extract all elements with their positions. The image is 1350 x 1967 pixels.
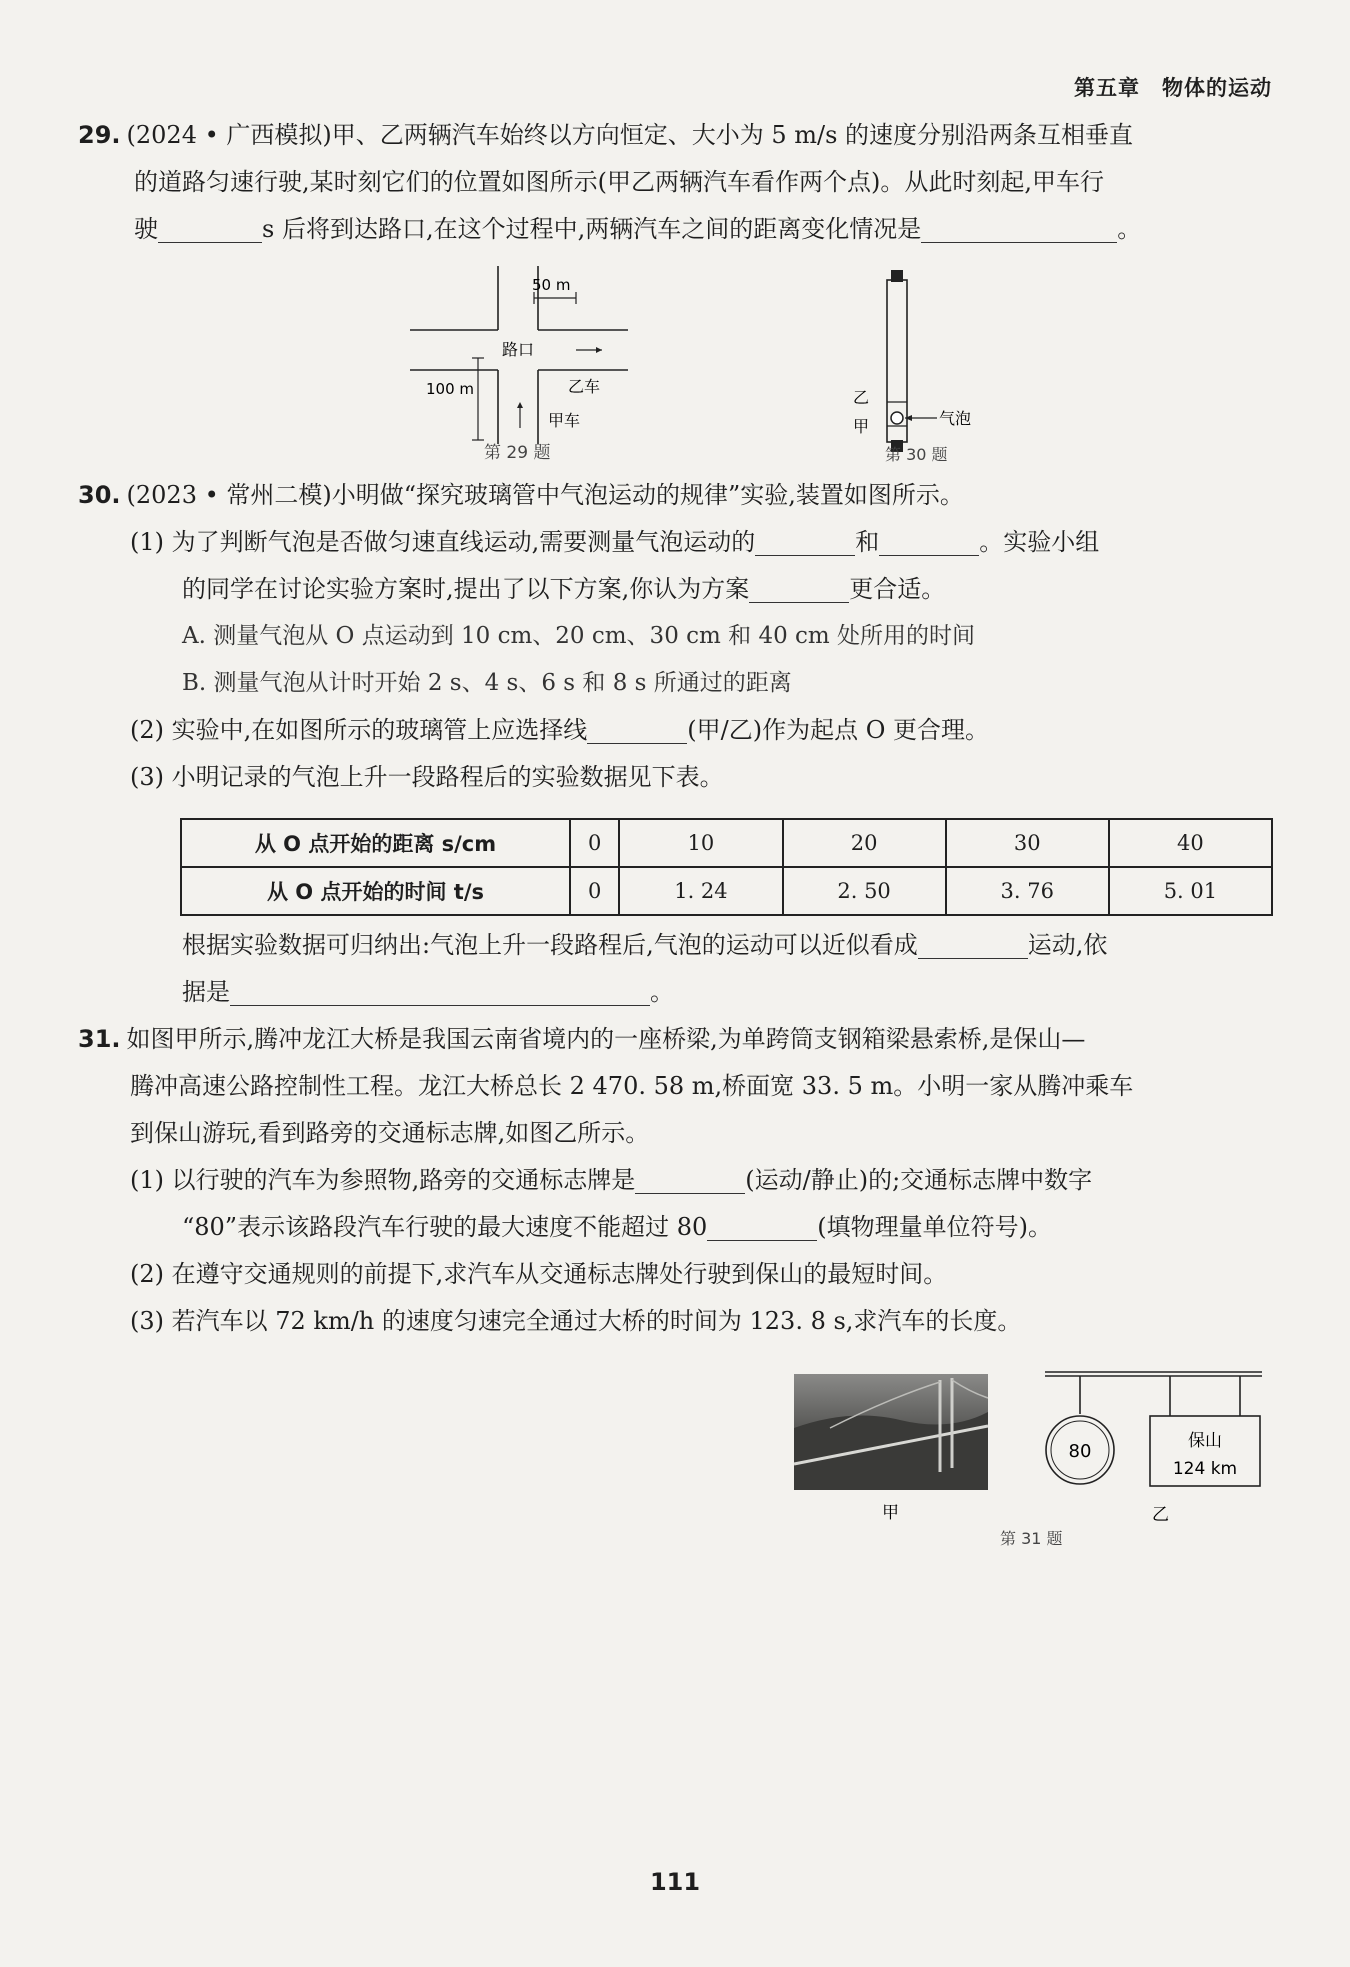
answer-blank[interactable] bbox=[158, 212, 262, 243]
table-row bbox=[181, 819, 1272, 867]
q30-conclusion-d: 。 bbox=[650, 978, 674, 1006]
option-b: B. 测量气泡从计时开始 2 s、4 s、6 s 和 8 s 所通过的距离 bbox=[182, 670, 792, 696]
row-label-time: 从 O 点开始的时间 t/s bbox=[181, 867, 570, 915]
chapter-number: 第五章 bbox=[1074, 76, 1140, 100]
bridge-photo bbox=[794, 1374, 988, 1490]
crossing-label: 路口 bbox=[502, 340, 535, 359]
row-label-distance: 从 O 点开始的距离 s/cm bbox=[181, 819, 570, 867]
table-row bbox=[181, 867, 1272, 915]
answer-blank[interactable] bbox=[587, 713, 687, 744]
destination-distance: 124 km bbox=[1172, 1459, 1238, 1479]
q30-part1c: 。实验小组 bbox=[979, 528, 1100, 556]
distance-label-100m: 100 m bbox=[426, 380, 475, 398]
car-b-label: 乙车 bbox=[568, 377, 601, 396]
line-jia-label: 甲 bbox=[853, 417, 870, 436]
bubble-data-table bbox=[180, 818, 1273, 916]
q29-line-3a: 驶 bbox=[134, 215, 158, 243]
question-29 bbox=[78, 112, 1272, 253]
question-number: 31. bbox=[78, 1025, 121, 1053]
question-30-conclusion bbox=[78, 922, 1272, 1016]
table-cell: 20 bbox=[783, 819, 946, 867]
q31-part1b: (运动/静止)的;交通标志牌中数字 bbox=[745, 1166, 1093, 1194]
q30-conclusion-c: 据是 bbox=[182, 978, 230, 1006]
table-cell: 30 bbox=[946, 819, 1109, 867]
figure-label-jia: 甲 bbox=[882, 1503, 899, 1523]
table-cell: 40 bbox=[1109, 819, 1272, 867]
q31-line-3: 到保山游玩,看到路旁的交通标志牌,如图乙所示。 bbox=[130, 1119, 650, 1147]
q30-part3: (3) 小明记录的气泡上升一段路程后的实验数据见下表。 bbox=[130, 763, 724, 791]
answer-blank[interactable] bbox=[879, 525, 979, 556]
table-cell: 0 bbox=[570, 867, 619, 915]
line-yi-label: 乙 bbox=[853, 388, 870, 407]
q30-conclusion-b: 运动,依 bbox=[1027, 931, 1108, 959]
figure-31-caption: 第 31 题 bbox=[1000, 1529, 1063, 1548]
destination-name: 保山 bbox=[1188, 1431, 1222, 1451]
table-cell: 5. 01 bbox=[1109, 867, 1272, 915]
q31-line-2: 腾冲高速公路控制性工程。龙江大桥总长 2 470. 58 m,桥面宽 33. 5 m。小明一家从腾冲乘车 bbox=[130, 1072, 1134, 1100]
answer-blank[interactable] bbox=[749, 572, 849, 603]
distance-label-50m: 50 m bbox=[532, 276, 571, 294]
q30-part1d: 的同学在讨论实验方案时,提出了以下方案,你认为方案 bbox=[182, 575, 750, 603]
table-cell: 2. 50 bbox=[783, 867, 946, 915]
answer-blank[interactable] bbox=[755, 525, 855, 556]
table-cell: 3. 76 bbox=[946, 867, 1109, 915]
figure-label-yi: 乙 bbox=[1152, 1505, 1169, 1525]
speed-limit-sign: 80 bbox=[1068, 1441, 1092, 1462]
q29-line-2: 的道路匀速行驶,某时刻它们的位置如图所示(甲乙两辆汽车看作两个点)。从此时刻起,甲车行 bbox=[134, 168, 1104, 196]
q31-part1a: (1) 以行驶的汽车为参照物,路旁的交通标志牌是 bbox=[130, 1166, 636, 1194]
q30-part2b: (甲/乙)作为起点 O 更合理。 bbox=[687, 716, 990, 744]
figure-30-glass-tube bbox=[845, 266, 1015, 468]
q30-part1e: 更合适。 bbox=[849, 575, 946, 603]
bubble-label: 气泡 bbox=[939, 409, 972, 428]
chapter-header bbox=[1074, 72, 1272, 102]
car-a-label: 甲车 bbox=[548, 411, 581, 430]
answer-blank[interactable] bbox=[707, 1210, 817, 1241]
q30-part2a: (2) 实验中,在如图所示的玻璃管上应选择线 bbox=[130, 716, 588, 744]
q29-line-3c: 。 bbox=[1117, 215, 1142, 243]
chapter-title: 物体的运动 bbox=[1162, 76, 1272, 100]
q31-part1c: “80”表示该路段汽车行驶的最大速度不能超过 80 bbox=[182, 1213, 708, 1241]
answer-blank[interactable] bbox=[635, 1163, 745, 1194]
figure-29-caption: 第 29 题 bbox=[484, 443, 551, 463]
q30-conclusion-a: 根据实验数据可归纳出:气泡上升一段路程后,气泡的运动可以近似看成 bbox=[182, 931, 918, 959]
q29-line-1: (2024 • 广西模拟)甲、乙两辆汽车始终以方向恒定、大小为 5 m/s 的速度分别沿两条互相垂直 bbox=[126, 121, 1134, 149]
question-number: 30. bbox=[78, 481, 121, 509]
answer-blank[interactable] bbox=[918, 928, 1028, 959]
option-a: A. 测量气泡从 O 点运动到 10 cm、20 cm、30 cm 和 40 cm 处所用的时间 bbox=[182, 623, 976, 649]
q31-part3: (3) 若汽车以 72 km/h 的速度匀速完全通过大桥的时间为 123. 8 s,求汽车的长度。 bbox=[130, 1307, 1022, 1335]
q31-part1d: (填物理量单位符号)。 bbox=[817, 1213, 1052, 1241]
table-cell: 1. 24 bbox=[619, 867, 782, 915]
question-30 bbox=[78, 472, 1272, 801]
q30-part1b: 和 bbox=[855, 528, 880, 556]
figure-29-intersection bbox=[400, 258, 640, 468]
q29-line-3b: s 后将到达路口,在这个过程中,两辆汽车之间的距离变化情况是 bbox=[262, 215, 922, 243]
figure-30-caption: 第 30 题 bbox=[885, 445, 948, 464]
page-number: 111 bbox=[649, 1868, 701, 1896]
question-number: 29. bbox=[78, 121, 121, 149]
figure-31 bbox=[790, 1368, 1270, 1568]
question-31 bbox=[78, 1016, 1272, 1345]
table-cell: 10 bbox=[619, 819, 782, 867]
q31-line-1: 如图甲所示,腾冲龙江大桥是我国云南省境内的一座桥梁,为单跨筒支钢箱梁悬索桥,是保山— bbox=[126, 1025, 1086, 1053]
q31-part2: (2) 在遵守交通规则的前提下,求汽车从交通标志牌处行驶到保山的最短时间。 bbox=[130, 1260, 948, 1288]
q30-part1a: (1) 为了判断气泡是否做匀速直线运动,需要测量气泡运动的 bbox=[130, 528, 756, 556]
table-cell: 0 bbox=[570, 819, 619, 867]
q30-intro: (2023 • 常州二模)小明做“探究玻璃管中气泡运动的规律”实验,装置如图所示。 bbox=[126, 481, 964, 509]
answer-blank[interactable] bbox=[921, 212, 1117, 243]
answer-blank[interactable] bbox=[230, 975, 650, 1006]
